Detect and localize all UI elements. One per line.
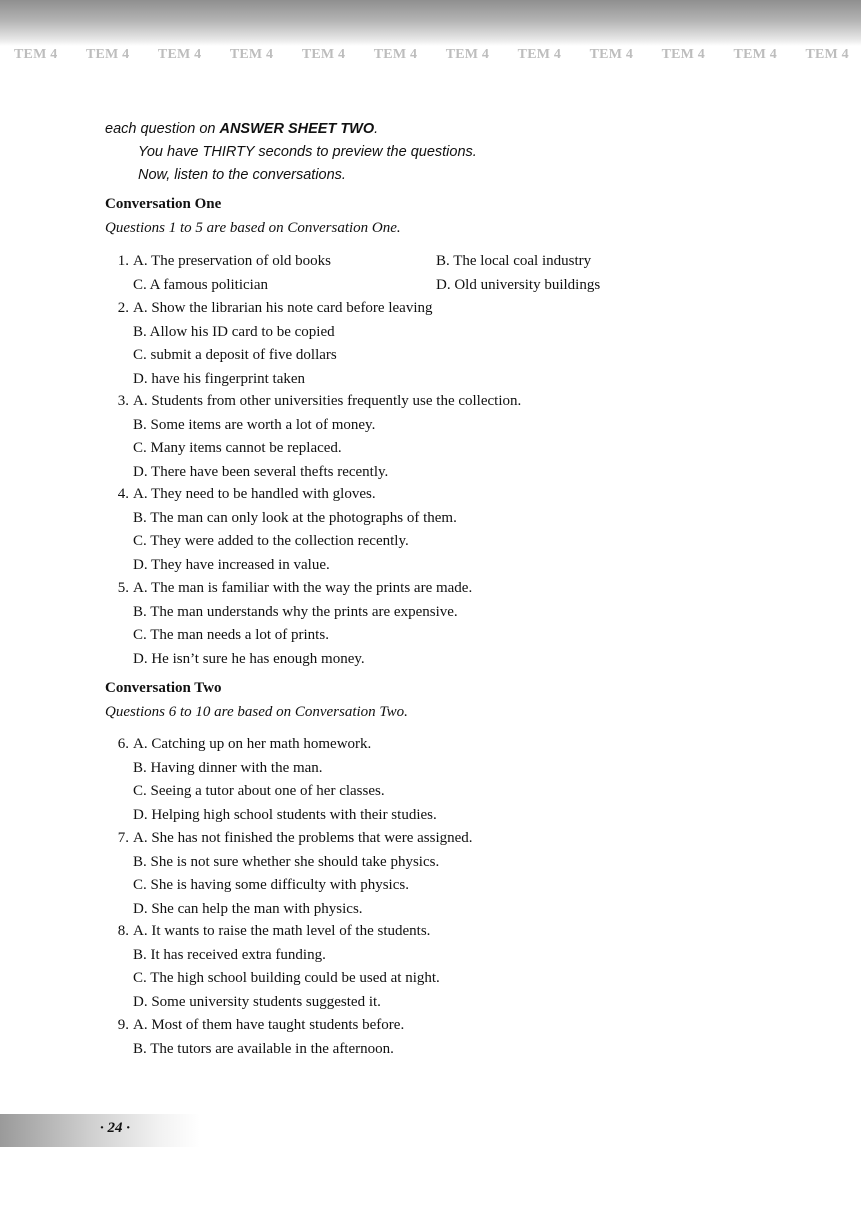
question-2: [105, 297, 805, 391]
tem-tag: TEM 4: [517, 47, 562, 62]
option-c: C. She is having some difficulty with physics.: [133, 877, 409, 893]
page-number: · 24 ·: [100, 1120, 130, 1136]
question-number: 3.: [117, 393, 129, 409]
tem-tag: TEM 4: [589, 47, 634, 62]
option-a: A. The man is familiar with the way the prints are made.: [133, 580, 473, 596]
question-9: [105, 1014, 805, 1061]
option-a: A. It wants to raise the math level of the students.: [133, 923, 431, 939]
option-a: A. Show the librarian his note card before leaving: [133, 300, 433, 316]
question-3: [105, 390, 805, 484]
tem-tag: TEM 4: [229, 47, 274, 62]
option-c: C. They were added to the collection recently.: [133, 533, 409, 549]
option-d: D. have his fingerprint taken: [133, 370, 306, 387]
question-number: 8.: [117, 923, 129, 939]
tem-tag: TEM 4: [301, 47, 346, 62]
question-8: [105, 920, 805, 1014]
question-number: 1.: [117, 253, 129, 269]
option-c: C. The man needs a lot of prints.: [133, 627, 329, 643]
option-b: B. Having dinner with the man.: [133, 759, 323, 776]
option-b: B. The man can only look at the photographs of them.: [133, 509, 457, 526]
header-band: [0, 0, 861, 46]
option-a: A. Students from other universities frequently use the collection.: [133, 393, 522, 409]
tem-tag: TEM 4: [661, 47, 705, 62]
question-number: 4.: [117, 486, 129, 502]
question-5: [105, 577, 805, 671]
question-1: [105, 250, 805, 297]
option-b: B. She is not sure whether she should take physics.: [133, 853, 440, 870]
tem-tag: TEM 4: [157, 47, 202, 62]
tem-tag: TEM 4: [733, 47, 777, 62]
option-d: D. Helping high school students with their studies.: [133, 806, 437, 823]
option-c: C. A famous politician: [133, 276, 268, 293]
option-c: C. The high school building could be used at night.: [133, 970, 440, 986]
tem-tag: TEM 4: [85, 47, 130, 62]
option-d: D. They have increased in value.: [133, 556, 330, 573]
option-a: A. The preservation of old books: [133, 253, 332, 269]
question-4: [105, 483, 805, 577]
answer-sheet-label: ANSWER SHEET TWO: [219, 121, 375, 137]
tem-header-strip: [0, 47, 861, 65]
conversation-two-heading: Conversation Two: [105, 680, 222, 696]
option-d: D. He isn’t sure he has enough money.: [133, 650, 365, 667]
option-a: A. They need to be handled with gloves.: [133, 486, 376, 502]
option-b: B. It has received extra funding.: [133, 946, 326, 963]
option-d: D. Some university students suggested it.: [133, 993, 381, 1010]
tem-tag: TEM 4: [14, 47, 58, 62]
intro-line-3: Now, listen to the conversations.: [138, 167, 346, 183]
tem-tag: TEM 4: [805, 47, 849, 62]
conversation-one-subheading: Questions 1 to 5 are based on Conversation One.: [105, 220, 401, 236]
tem-tag: TEM 4: [445, 47, 490, 62]
question-7: [105, 827, 805, 921]
option-a: A. Catching up on her math homework.: [133, 736, 372, 752]
option-a: A. Most of them have taught students before.: [133, 1017, 405, 1033]
conversation-two-subheading: Questions 6 to 10 are based on Conversation Two.: [105, 704, 408, 720]
intro-instructions: [105, 118, 805, 187]
question-6: [105, 733, 805, 827]
question-number: 9.: [117, 1017, 129, 1033]
option-d: D. There have been several thefts recently.: [133, 463, 389, 480]
option-c: C. Seeing a tutor about one of her classes.: [133, 783, 385, 799]
intro-line-2: You have THIRTY seconds to preview the questions.: [138, 144, 477, 160]
intro-line-1: each question on ANSWER SHEET TWO.: [105, 121, 379, 137]
option-d: D. Old university buildings: [436, 276, 601, 293]
option-b: B. Allow his ID card to be copied: [133, 323, 335, 340]
option-c: C. submit a deposit of five dollars: [133, 347, 337, 363]
question-number: 2.: [117, 300, 129, 316]
question-number: 5.: [117, 580, 129, 596]
option-b: B. The tutors are available in the afternoon.: [133, 1040, 394, 1057]
question-number: 7.: [117, 830, 129, 846]
option-b: B. The man understands why the prints are expensive.: [133, 603, 458, 620]
option-a: A. She has not finished the problems that were assigned.: [133, 830, 473, 846]
option-b: B. Some items are worth a lot of money.: [133, 416, 376, 433]
option-b: B. The local coal industry: [436, 253, 592, 269]
tem-tag: TEM 4: [373, 47, 418, 62]
question-number: 6.: [117, 736, 129, 752]
conversation-one-heading: Conversation One: [105, 196, 222, 212]
option-d: D. She can help the man with physics.: [133, 900, 363, 917]
option-c: C. Many items cannot be replaced.: [133, 440, 342, 456]
